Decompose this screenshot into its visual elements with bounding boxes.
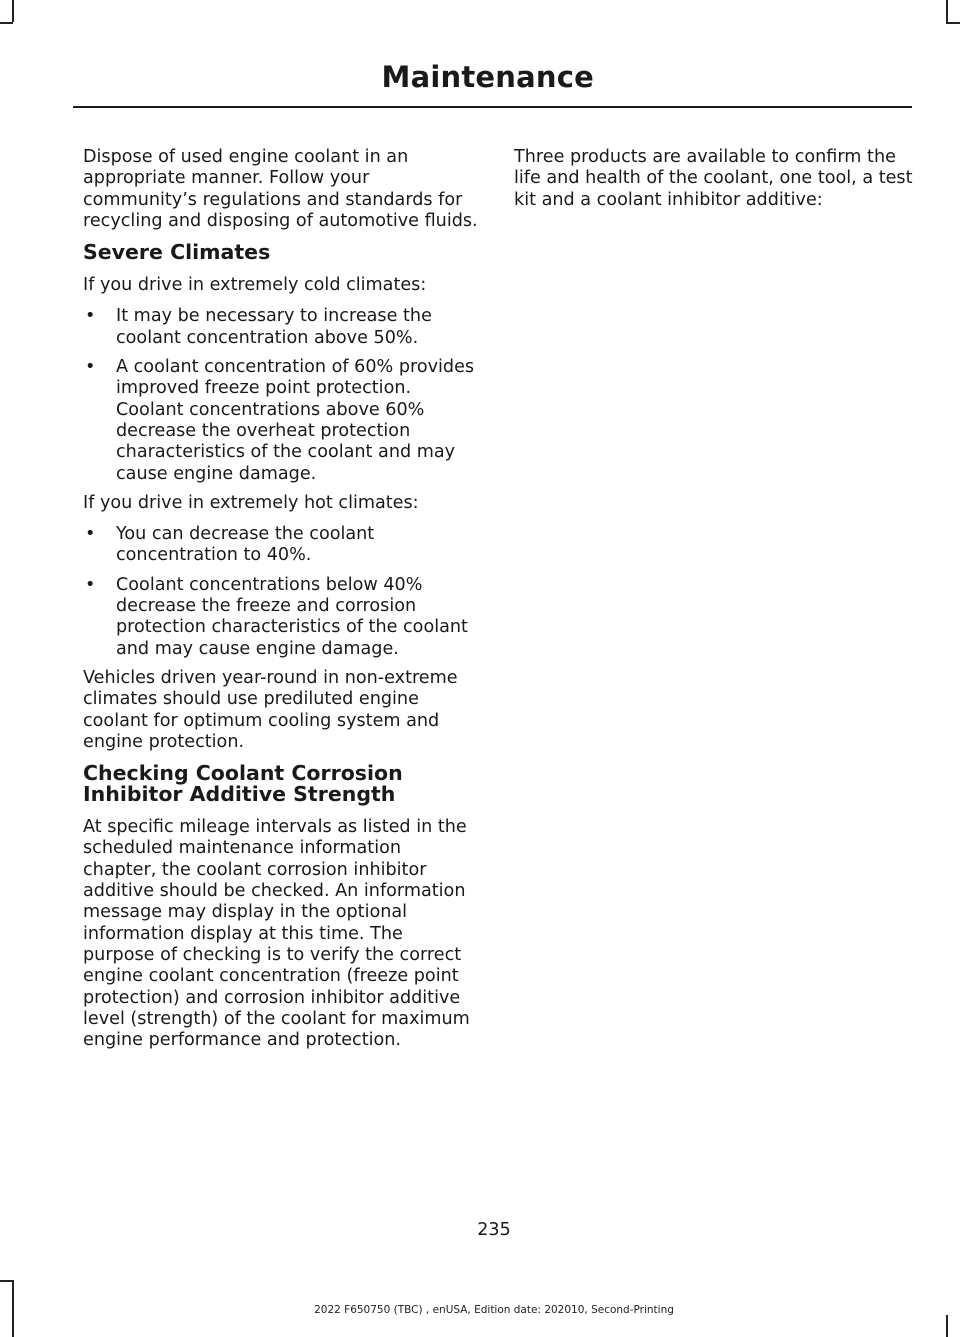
bullet-icon: •: [85, 524, 96, 545]
section-title: Maintenance: [381, 60, 594, 94]
list-item-text: Coolant concentrations below 40% decrease the freeze and corrosion protection characteristics of the coolant and may cause engine damage.: [116, 574, 468, 659]
intro-paragraph: Dispose of used engine coolant in an appropriate manner. Follow your community’s regulations and standards for recycling and disposing of automotive fluids.: [83, 147, 478, 231]
list-item-text: It may be necessary to increase the coolant concentration above 50%.: [116, 306, 432, 348]
hot-climates-intro: If you drive in extremely hot climates:: [83, 492, 419, 513]
checking-coolant-paragraph: At specific mileage intervals as listed in the scheduled maintenance information chapter, the coolant corrosion inhibitor additive should be checked. An information message may display in the optional information display at this time. The purpose of checking is to verify the correct engine coolant concentration (freeze point protection) and corrosion inhibitor additive level (strength) of the coolant for maximum engine performance and protection.: [83, 817, 470, 1051]
bullet-icon: •: [85, 306, 96, 327]
severe-climates-heading: Severe Climates: [83, 240, 271, 265]
hot-climates-list: [83, 524, 479, 660]
list-item: [83, 357, 479, 485]
non-extreme-climates-paragraph: Vehicles driven year-round in non-extreme climates should use prediluted engine coolant for optimum cooling system and engine protection.: [83, 667, 458, 752]
list-item: [83, 306, 479, 349]
right-column: [514, 147, 914, 221]
cold-climates-intro: If you drive in extremely cold climates:: [83, 275, 427, 296]
checking-coolant-heading: Checking Coolant Corrosion Inhibitor Additive Strength: [83, 761, 403, 807]
crop-mark-top-right-horizontal: [946, 22, 960, 24]
bullet-icon: •: [85, 574, 96, 595]
products-paragraph: Three products are available to confirm the life and health of the coolant, one tool, a test kit and a coolant inhibitor additive:: [514, 147, 913, 210]
cold-climates-list: [83, 306, 479, 484]
list-item: [83, 524, 479, 567]
crop-mark-bottom-left-horizontal: [0, 1280, 13, 1282]
bullet-icon: •: [85, 357, 96, 378]
page-number: 235: [477, 1220, 511, 1240]
crop-mark-top-left-horizontal: [0, 22, 13, 24]
header-rule: [73, 106, 912, 108]
left-column: [83, 147, 479, 1061]
crop-mark-bottom-right-vertical: [946, 1315, 948, 1337]
list-item: [83, 575, 479, 660]
edition-footer: 2022 F650750 (TBC) , enUSA, Edition date: 202010, Second-Printing: [314, 1304, 674, 1316]
list-item-text: You can decrease the coolant concentration to 40%.: [116, 524, 375, 566]
crop-mark-top-left-vertical: [12, 0, 14, 22]
crop-mark-top-right-vertical: [946, 0, 948, 22]
list-item-text: A coolant concentration of 60% provides improved freeze point protection. Coolant concentrations above 60% decrease the overheat protection characteristics of the coolant and may cause engine damage.: [116, 357, 475, 484]
